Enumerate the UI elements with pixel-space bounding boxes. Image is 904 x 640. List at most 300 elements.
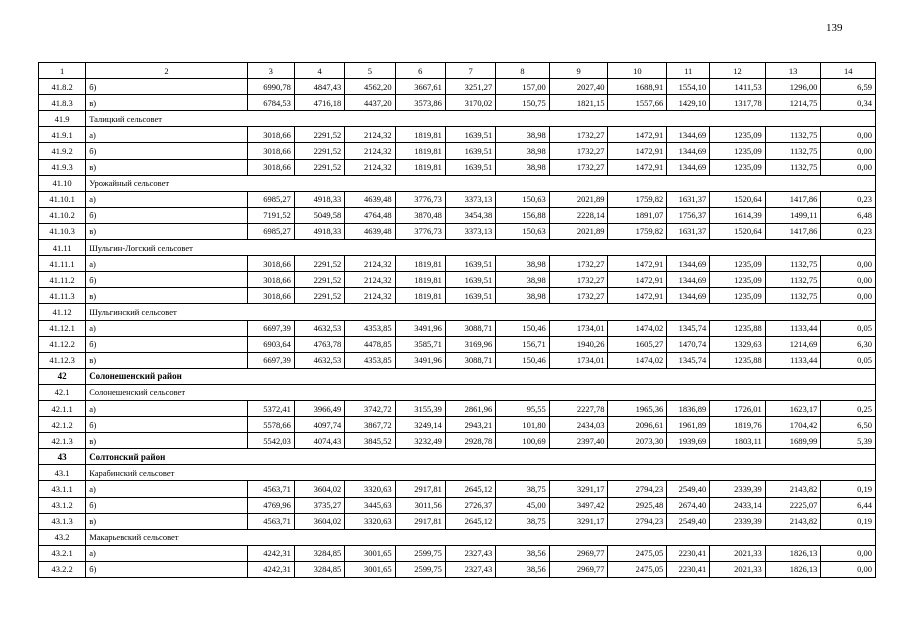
value-cell: 1520,64: [710, 223, 766, 239]
value-cell: 38,56: [496, 545, 549, 561]
region-header-row: [39, 449, 876, 465]
value-cell: 38,98: [496, 272, 549, 288]
row-code: 43.1.2: [39, 497, 86, 513]
value-cell: 2433,14: [710, 497, 766, 513]
value-cell: 6697,39: [247, 320, 294, 336]
value-cell: 1417,86: [765, 191, 821, 207]
row-code: 43.2.1: [39, 545, 86, 561]
value-cell: 3018,66: [247, 272, 294, 288]
value-cell: 0,23: [821, 223, 876, 239]
row-code: 41.11: [39, 240, 86, 256]
row-label: в): [86, 513, 248, 529]
value-cell: 6,30: [821, 336, 876, 352]
row-label: а): [86, 481, 248, 497]
value-cell: 1344,69: [667, 159, 710, 175]
value-cell: 1639,51: [445, 127, 495, 143]
value-cell: 2228,14: [549, 207, 608, 223]
column-header: 12: [710, 63, 766, 79]
value-cell: 95,55: [496, 400, 549, 416]
value-cell: 2225,07: [765, 497, 821, 513]
column-header: 2: [86, 63, 248, 79]
value-cell: 1133,44: [765, 352, 821, 368]
value-cell: 1499,11: [765, 207, 821, 223]
section-title: Макарьевский сельсовет: [86, 529, 876, 545]
value-cell: 3251,27: [445, 79, 495, 95]
value-cell: 3445,63: [345, 497, 395, 513]
row-code: 41.11.2: [39, 272, 86, 288]
value-cell: 0,00: [821, 545, 876, 561]
row-label: б): [86, 143, 248, 159]
value-cell: 2645,12: [445, 513, 495, 529]
value-cell: 2475,05: [608, 545, 667, 561]
row-label: а): [86, 545, 248, 561]
value-cell: 1965,36: [608, 400, 667, 416]
value-cell: 4478,85: [345, 336, 395, 352]
column-header: 3: [247, 63, 294, 79]
value-cell: 1819,81: [395, 159, 445, 175]
value-cell: 0,00: [821, 143, 876, 159]
value-cell: 1734,01: [549, 352, 608, 368]
value-cell: 0,00: [821, 256, 876, 272]
value-cell: 1732,27: [549, 143, 608, 159]
value-cell: 2861,96: [445, 400, 495, 416]
row-code: 41.12.2: [39, 336, 86, 352]
value-cell: 1821,15: [549, 95, 608, 111]
value-cell: 0,05: [821, 352, 876, 368]
table-row: [39, 352, 876, 368]
row-label: в): [86, 223, 248, 239]
value-cell: 2794,23: [608, 481, 667, 497]
column-header: 5: [345, 63, 395, 79]
value-cell: 2073,30: [608, 433, 667, 449]
value-cell: 1132,75: [765, 143, 821, 159]
section-header-row: [39, 304, 876, 320]
value-cell: 1235,09: [710, 256, 766, 272]
value-cell: 4074,43: [294, 433, 344, 449]
row-label: в): [86, 288, 248, 304]
value-cell: 3018,66: [247, 256, 294, 272]
value-cell: 1940,26: [549, 336, 608, 352]
value-cell: 1296,00: [765, 79, 821, 95]
table-row: [39, 320, 876, 336]
value-cell: 38,98: [496, 159, 549, 175]
value-cell: 5049,58: [294, 207, 344, 223]
row-code: 41.9.2: [39, 143, 86, 159]
value-cell: 1411,53: [710, 79, 766, 95]
value-cell: 1689,99: [765, 433, 821, 449]
value-cell: 2291,52: [294, 272, 344, 288]
value-cell: 2917,81: [395, 481, 445, 497]
value-cell: 3497,42: [549, 497, 608, 513]
value-cell: 4242,31: [247, 561, 294, 577]
value-cell: 4353,85: [345, 352, 395, 368]
value-cell: 2339,39: [710, 513, 766, 529]
value-cell: 1639,51: [445, 256, 495, 272]
value-cell: 1429,10: [667, 95, 710, 111]
page-number: 139: [826, 22, 843, 34]
value-cell: 150,75: [496, 95, 549, 111]
value-cell: 1235,09: [710, 272, 766, 288]
value-cell: 3320,63: [345, 513, 395, 529]
table-row: [39, 159, 876, 175]
value-cell: 4097,74: [294, 417, 344, 433]
value-cell: 1317,78: [710, 95, 766, 111]
value-cell: 3249,14: [395, 417, 445, 433]
value-cell: 3742,72: [345, 400, 395, 416]
value-cell: 4353,85: [345, 320, 395, 336]
value-cell: 1704,42: [765, 417, 821, 433]
value-cell: 2726,37: [445, 497, 495, 513]
value-cell: 2397,40: [549, 433, 608, 449]
table-row: [39, 95, 876, 111]
row-label: б): [86, 561, 248, 577]
table-row: [39, 79, 876, 95]
column-header: 11: [667, 63, 710, 79]
table-row: [39, 417, 876, 433]
section-title: Шульгин-Логский сельсовет: [86, 240, 876, 256]
value-cell: 2928,78: [445, 433, 495, 449]
value-cell: 0,00: [821, 127, 876, 143]
value-cell: 1470,74: [667, 336, 710, 352]
section-header-row: [39, 384, 876, 400]
section-header-row: [39, 111, 876, 127]
value-cell: 2021,89: [549, 223, 608, 239]
value-cell: 38,56: [496, 561, 549, 577]
row-label: а): [86, 191, 248, 207]
value-cell: 1639,51: [445, 159, 495, 175]
value-cell: 1472,91: [608, 159, 667, 175]
value-cell: 156,71: [496, 336, 549, 352]
row-code: 41.11.3: [39, 288, 86, 304]
value-cell: 3291,17: [549, 481, 608, 497]
value-cell: 5372,41: [247, 400, 294, 416]
value-cell: 2674,40: [667, 497, 710, 513]
value-cell: 1132,75: [765, 256, 821, 272]
value-cell: 1734,01: [549, 320, 608, 336]
value-cell: 1891,07: [608, 207, 667, 223]
row-code: 41.12: [39, 304, 86, 320]
value-cell: 1819,81: [395, 127, 445, 143]
value-cell: 3088,71: [445, 352, 495, 368]
value-cell: 1639,51: [445, 143, 495, 159]
table-row: [39, 497, 876, 513]
value-cell: 3373,13: [445, 191, 495, 207]
value-cell: 2339,39: [710, 481, 766, 497]
column-header: 10: [608, 63, 667, 79]
row-label: а): [86, 400, 248, 416]
value-cell: 5,39: [821, 433, 876, 449]
value-cell: 0,00: [821, 288, 876, 304]
row-code: 41.10.1: [39, 191, 86, 207]
value-cell: 1214,69: [765, 336, 821, 352]
value-cell: 1235,88: [710, 352, 766, 368]
value-cell: 3155,39: [395, 400, 445, 416]
value-cell: 2327,43: [445, 561, 495, 577]
value-cell: 6,48: [821, 207, 876, 223]
value-cell: 4563,71: [247, 513, 294, 529]
value-cell: 0,00: [821, 561, 876, 577]
value-cell: 3320,63: [345, 481, 395, 497]
value-cell: 4639,48: [345, 223, 395, 239]
column-number-row: [39, 63, 876, 79]
value-cell: 1235,09: [710, 159, 766, 175]
value-cell: 1939,69: [667, 433, 710, 449]
section-header-row: [39, 465, 876, 481]
section-header-row: [39, 175, 876, 191]
value-cell: 38,98: [496, 143, 549, 159]
table-body: [39, 79, 876, 578]
table-row: [39, 513, 876, 529]
value-cell: 1132,75: [765, 127, 821, 143]
value-cell: 2230,41: [667, 545, 710, 561]
value-cell: 1344,69: [667, 127, 710, 143]
value-cell: 0,34: [821, 95, 876, 111]
value-cell: 1759,82: [608, 191, 667, 207]
value-cell: 1344,69: [667, 143, 710, 159]
value-cell: 1345,74: [667, 352, 710, 368]
column-header: 1: [39, 63, 86, 79]
value-cell: 2327,43: [445, 545, 495, 561]
table-row: [39, 400, 876, 416]
value-cell: 2969,77: [549, 545, 608, 561]
value-cell: 4632,53: [294, 352, 344, 368]
value-cell: 2291,52: [294, 127, 344, 143]
row-code: 42.1.1: [39, 400, 86, 416]
value-cell: 3870,48: [395, 207, 445, 223]
value-cell: 5578,66: [247, 417, 294, 433]
value-cell: 1474,02: [608, 320, 667, 336]
value-cell: 38,98: [496, 256, 549, 272]
value-cell: 1803,11: [710, 433, 766, 449]
row-label: б): [86, 336, 248, 352]
value-cell: 1732,27: [549, 256, 608, 272]
value-cell: 2599,75: [395, 561, 445, 577]
row-label: б): [86, 207, 248, 223]
table-row: [39, 272, 876, 288]
row-code: 41.8.2: [39, 79, 86, 95]
value-cell: 2291,52: [294, 288, 344, 304]
value-cell: 2124,32: [345, 288, 395, 304]
value-cell: 2124,32: [345, 159, 395, 175]
value-cell: 1836,89: [667, 400, 710, 416]
value-cell: 2925,48: [608, 497, 667, 513]
value-cell: 1819,81: [395, 272, 445, 288]
value-cell: 1472,91: [608, 288, 667, 304]
value-cell: 5542,03: [247, 433, 294, 449]
row-label: в): [86, 433, 248, 449]
value-cell: 38,75: [496, 513, 549, 529]
row-code: 42: [39, 368, 86, 384]
column-header: 7: [445, 63, 495, 79]
table-row: [39, 207, 876, 223]
value-cell: 1826,13: [765, 545, 821, 561]
value-cell: 3776,73: [395, 191, 445, 207]
value-cell: 4769,96: [247, 497, 294, 513]
value-cell: 157,00: [496, 79, 549, 95]
row-code: 41.10: [39, 175, 86, 191]
value-cell: 1631,37: [667, 223, 710, 239]
value-cell: 3585,71: [395, 336, 445, 352]
value-cell: 3776,73: [395, 223, 445, 239]
value-cell: 1819,81: [395, 256, 445, 272]
value-cell: 3232,49: [395, 433, 445, 449]
value-cell: 1759,82: [608, 223, 667, 239]
value-cell: 0,19: [821, 513, 876, 529]
row-label: в): [86, 95, 248, 111]
table-row: [39, 545, 876, 561]
row-label: б): [86, 79, 248, 95]
value-cell: 4716,18: [294, 95, 344, 111]
value-cell: 2291,52: [294, 159, 344, 175]
table-row: [39, 433, 876, 449]
value-cell: 4847,43: [294, 79, 344, 95]
value-cell: 1732,27: [549, 127, 608, 143]
row-label: а): [86, 127, 248, 143]
value-cell: 4764,48: [345, 207, 395, 223]
row-code: 41.10.3: [39, 223, 86, 239]
column-header: 6: [395, 63, 445, 79]
value-cell: 2096,61: [608, 417, 667, 433]
value-cell: 2943,21: [445, 417, 495, 433]
section-title: Урожайный сельсовет: [86, 175, 876, 191]
value-cell: 2645,12: [445, 481, 495, 497]
value-cell: 1819,81: [395, 288, 445, 304]
value-cell: 38,75: [496, 481, 549, 497]
row-label: б): [86, 497, 248, 513]
value-cell: 1214,75: [765, 95, 821, 111]
value-cell: 0,25: [821, 400, 876, 416]
value-cell: 3573,86: [395, 95, 445, 111]
row-code: 42.1.3: [39, 433, 86, 449]
column-header: 9: [549, 63, 608, 79]
row-label: в): [86, 159, 248, 175]
value-cell: 2291,52: [294, 143, 344, 159]
section-title: Шульгинский сельсовет: [86, 304, 876, 320]
value-cell: 1132,75: [765, 288, 821, 304]
value-cell: 3867,72: [345, 417, 395, 433]
value-cell: 6,44: [821, 497, 876, 513]
value-cell: 1732,27: [549, 159, 608, 175]
row-code: 41.12.1: [39, 320, 86, 336]
value-cell: 1472,91: [608, 127, 667, 143]
value-cell: 1235,09: [710, 288, 766, 304]
value-cell: 3604,02: [294, 513, 344, 529]
value-cell: 3966,49: [294, 400, 344, 416]
table-row: [39, 336, 876, 352]
value-cell: 3491,96: [395, 352, 445, 368]
value-cell: 3001,65: [345, 561, 395, 577]
value-cell: 4562,20: [345, 79, 395, 95]
table-row: [39, 481, 876, 497]
value-cell: 101,80: [496, 417, 549, 433]
region-title: Солонешенский район: [86, 368, 876, 384]
value-cell: 6985,27: [247, 223, 294, 239]
region-header-row: [39, 368, 876, 384]
table-row: [39, 143, 876, 159]
value-cell: 1345,74: [667, 320, 710, 336]
value-cell: 1344,69: [667, 288, 710, 304]
value-cell: 4763,78: [294, 336, 344, 352]
row-label: б): [86, 272, 248, 288]
value-cell: 2599,75: [395, 545, 445, 561]
value-cell: 1133,44: [765, 320, 821, 336]
value-cell: 38,98: [496, 127, 549, 143]
row-label: б): [86, 417, 248, 433]
row-code: 43.2.2: [39, 561, 86, 577]
value-cell: 1819,76: [710, 417, 766, 433]
value-cell: 3845,52: [345, 433, 395, 449]
value-cell: 3170,02: [445, 95, 495, 111]
table-row: [39, 256, 876, 272]
value-cell: 150,46: [496, 352, 549, 368]
row-code: 41.8.3: [39, 95, 86, 111]
value-cell: 1520,64: [710, 191, 766, 207]
value-cell: 150,63: [496, 223, 549, 239]
column-header: 4: [294, 63, 344, 79]
value-cell: 1132,75: [765, 272, 821, 288]
value-cell: 4918,33: [294, 191, 344, 207]
value-cell: 0,05: [821, 320, 876, 336]
row-code: 41.12.3: [39, 352, 86, 368]
value-cell: 4639,48: [345, 191, 395, 207]
row-code: 43.1.3: [39, 513, 86, 529]
value-cell: 7191,52: [247, 207, 294, 223]
column-header: 14: [821, 63, 876, 79]
section-header-row: [39, 240, 876, 256]
row-label: в): [86, 352, 248, 368]
row-code: 41.10.2: [39, 207, 86, 223]
value-cell: 2124,32: [345, 143, 395, 159]
value-cell: 2021,33: [710, 545, 766, 561]
value-cell: 3011,56: [395, 497, 445, 513]
table-row: [39, 127, 876, 143]
value-cell: 2794,23: [608, 513, 667, 529]
value-cell: 1819,81: [395, 143, 445, 159]
value-cell: 4437,20: [345, 95, 395, 111]
row-code: 41.9.3: [39, 159, 86, 175]
value-cell: 2143,82: [765, 481, 821, 497]
value-cell: 6985,27: [247, 191, 294, 207]
value-cell: 2124,32: [345, 127, 395, 143]
value-cell: 1623,17: [765, 400, 821, 416]
value-cell: 3667,61: [395, 79, 445, 95]
value-cell: 150,46: [496, 320, 549, 336]
value-cell: 1756,37: [667, 207, 710, 223]
value-cell: 2230,41: [667, 561, 710, 577]
value-cell: 1329,63: [710, 336, 766, 352]
section-header-row: [39, 529, 876, 545]
value-cell: 3169,96: [445, 336, 495, 352]
value-cell: 1826,13: [765, 561, 821, 577]
value-cell: 1639,51: [445, 272, 495, 288]
row-code: 42.1: [39, 384, 86, 400]
table-row: [39, 191, 876, 207]
value-cell: 6697,39: [247, 352, 294, 368]
tariff-table: [38, 62, 876, 578]
value-cell: 2021,89: [549, 191, 608, 207]
value-cell: 3284,85: [294, 561, 344, 577]
value-cell: 1631,37: [667, 191, 710, 207]
value-cell: 150,63: [496, 191, 549, 207]
value-cell: 4242,31: [247, 545, 294, 561]
value-cell: 3604,02: [294, 481, 344, 497]
value-cell: 2124,32: [345, 272, 395, 288]
value-cell: 1614,39: [710, 207, 766, 223]
value-cell: 3291,17: [549, 513, 608, 529]
value-cell: 2549,40: [667, 513, 710, 529]
row-code: 41.9: [39, 111, 86, 127]
value-cell: 6990,78: [247, 79, 294, 95]
